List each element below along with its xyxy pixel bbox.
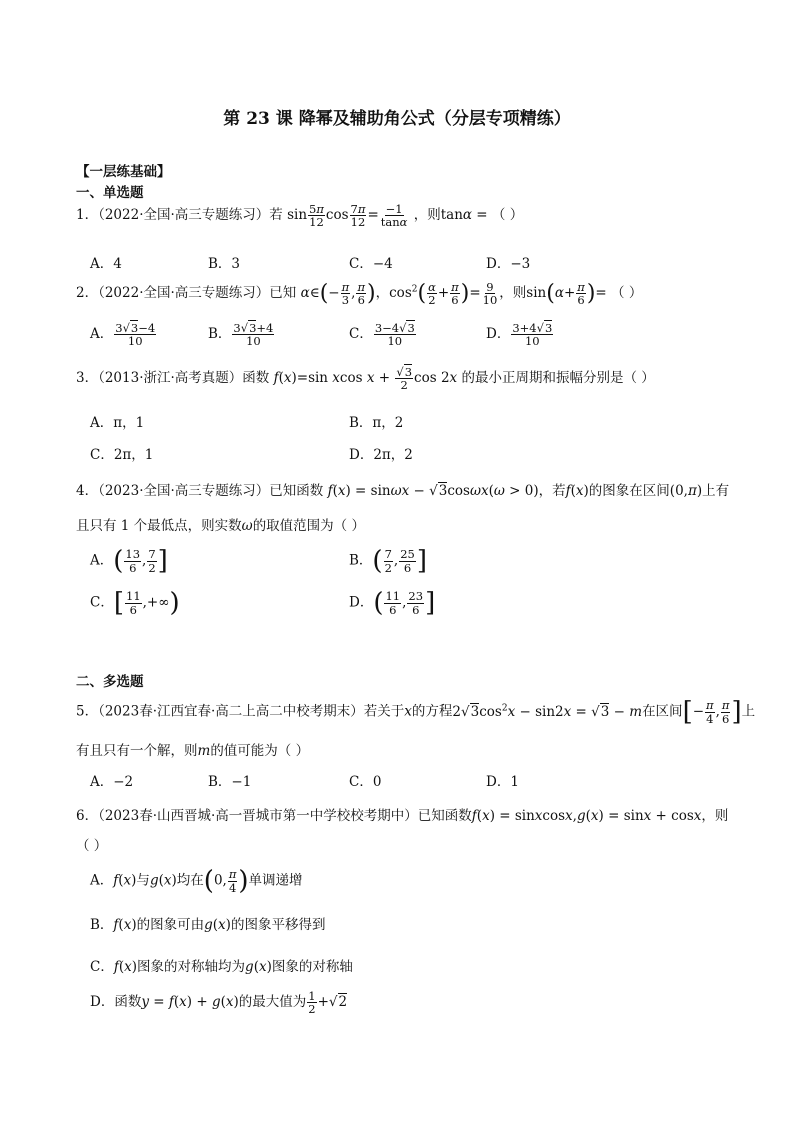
q3-option-d[interactable]: D．2π，2 bbox=[349, 447, 413, 463]
question-5-line-2: 有且只有一个解，则m的值可能为（ ） bbox=[76, 743, 310, 759]
q6-option-b[interactable]: B．f(x)的图象可由g(x)的图象平移得到 bbox=[90, 917, 326, 933]
q5-option-a[interactable]: A．−2 bbox=[90, 774, 134, 790]
q1-formula: sin $\frac{5\pi}{12}$ cos $\frac{7\pi}{12}$ = $\frac{-1}{\tan\alpha}$ bbox=[287, 202, 408, 230]
q4-option-a[interactable]: A．( $\frac{13}{6}$ , $\frac{7}{2}$ ] bbox=[90, 546, 168, 576]
q1-option-c[interactable]: C．−4 bbox=[349, 256, 393, 272]
q2-formula: α∈(− $\frac{\pi}{3}$ , $\frac{\pi}{6}$ )，$\cos^2$( $\frac{\alpha}{2}$ + $\frac{\pi}{6}$ )= $\frac{9}{10}$ ，则sin(α+ $\frac{\pi}{6}$ )= bbox=[300, 280, 607, 308]
q3-option-c[interactable]: C．2π，1 bbox=[90, 447, 154, 463]
q1-stem: 1．（2022·全国·高三专题练习）若 bbox=[76, 207, 283, 224]
level-header: 【一层练基础】 bbox=[76, 164, 171, 180]
question-5: 5．（2023春·江西宜春·高二上高二中校考期末）若关于x的方程$2√3\cos^2x - \sin 2x = √3 - m$在区间[− $\frac{\pi}{4}$ , $\frac{\pi}{6}$ ]上 bbox=[76, 697, 756, 727]
section-multiple-choice: 二、多选题 bbox=[76, 674, 144, 690]
q4-formula: f(x) = sinωx − √3cosωx(ω > 0) bbox=[327, 483, 539, 499]
q3-option-a[interactable]: A．π，1 bbox=[90, 415, 145, 431]
q6-option-a[interactable]: A．f(x)与g(x)均在(0, $\frac{\pi}{4}$ )单调递增 bbox=[90, 866, 303, 896]
q5-formula: $2√3\cos^2x - \sin 2x = √3 - m$ bbox=[452, 703, 643, 720]
q4-option-c[interactable]: C．[ $\frac{11}{6}$ ,+∞) bbox=[90, 588, 180, 618]
q2-option-c[interactable]: C． $\frac{3-4√3}{10}$ bbox=[349, 321, 415, 349]
question-4: 4．（2023·全国·高三专题练习）已知函数 f(x) = sinωx − √3cosωx(ω > 0)，若f(x)的图象在区间(0,π)上有 bbox=[76, 483, 730, 499]
page-title: 第 23 课 降幂及辅助角公式（分层专项精练） bbox=[223, 109, 571, 129]
q1-option-b[interactable]: B．3 bbox=[208, 256, 241, 272]
question-6-line-2: （ ） bbox=[76, 838, 108, 854]
q3-formula: f(x)=sin xcos x + $\frac{√3}{2}$ cos 2x bbox=[273, 365, 458, 393]
q2-stem: 2．（2022·全国·高三专题练习）已知 bbox=[76, 285, 297, 302]
q6-formula: f(x) = sinxcosx,g(x) = sinx + cosx bbox=[471, 808, 702, 824]
q5-option-c[interactable]: C．0 bbox=[349, 774, 382, 790]
section-single-choice: 一、单选题 bbox=[76, 185, 144, 201]
q5-option-b[interactable]: B．−1 bbox=[208, 774, 252, 790]
question-1: 1．（2022·全国·高三专题练习）若 sin $\frac{5\pi}{12}$ cos $\frac{7\pi}{12}$ = $\frac{-1}{\tan\alpha}$ ，则tanα = （ ） bbox=[76, 202, 524, 230]
q4-stem: 4．（2023·全国·高三专题练习）已知函数 bbox=[76, 483, 324, 499]
q5-stem: 5．（2023春·江西宜春·高二上高二中校考期末）若关于 bbox=[76, 703, 405, 720]
q1-option-a[interactable]: A．4 bbox=[90, 256, 122, 272]
q6-stem: 6．（2023春·山西晋城·高一晋城市第一中学校校考期中）已知函数 bbox=[76, 808, 472, 824]
q3-stem: 3．（2013·浙江·高考真题）函数 bbox=[76, 370, 270, 387]
q3-option-b[interactable]: B．π，2 bbox=[349, 415, 404, 431]
question-2: 2．（2022·全国·高三专题练习）已知 α∈(− $\frac{\pi}{3}$ , $\frac{\pi}{6}$ )，$\cos^2$( $\frac{\alpha}{2}$ + $\frac{\pi}{6}$ )= $\frac{9}{10}$ ，则sin(α+ $\frac{\pi}{6}$ )= （ ） bbox=[76, 280, 643, 308]
q2-option-d[interactable]: D． $\frac{3+4√3}{10}$ bbox=[486, 321, 553, 349]
q2-option-b[interactable]: B． $\frac{3√3+4}{10}$ bbox=[208, 321, 274, 349]
q4-option-b[interactable]: B．( $\frac{7}{2}$ , $\frac{25}{6}$ ] bbox=[349, 546, 427, 576]
q6-option-c[interactable]: C．f(x)图象的对称轴均为g(x)图象的对称轴 bbox=[90, 959, 353, 975]
q5-option-d[interactable]: D．1 bbox=[486, 774, 519, 790]
q1-option-d[interactable]: D．−3 bbox=[486, 256, 531, 272]
q4-option-d[interactable]: D．( $\frac{11}{6}$ , $\frac{23}{6}$ ] bbox=[349, 588, 436, 618]
question-4-line-2: 且只有 1 个最低点，则实数ω的取值范围为（ ） bbox=[76, 518, 365, 534]
question-6: 6．（2023春·山西晋城·高一晋城市第一中学校校考期中）已知函数f(x) = sinxcosx,g(x) = sinx + cosx，则 bbox=[76, 808, 729, 824]
question-3: 3．（2013·浙江·高考真题）函数 f(x)=sin xcos x + $\frac{√3}{2}$ cos 2x 的最小正周期和振幅分别是（ ） bbox=[76, 365, 655, 393]
q2-option-a[interactable]: A． $\frac{3√3-4}{10}$ bbox=[90, 321, 156, 349]
q6-option-d[interactable]: D．函数y = f(x) + g(x)的最大值为 $\frac{1}{2}$ +√2 bbox=[90, 989, 348, 1017]
